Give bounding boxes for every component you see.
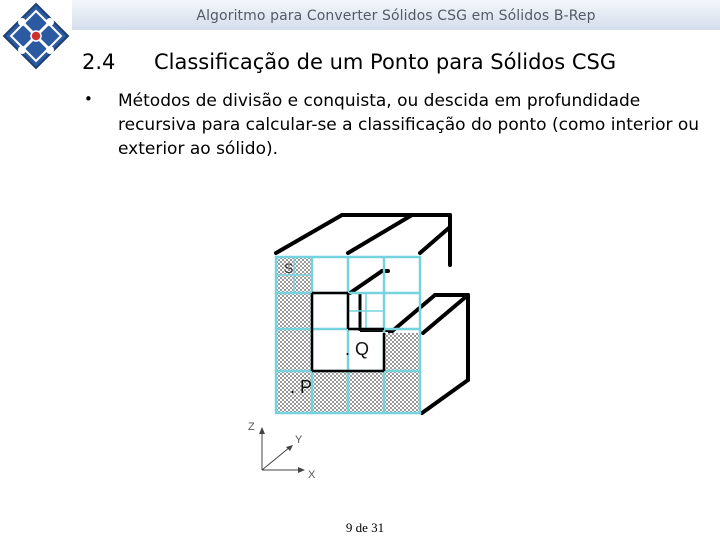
header-title: Algoritmo para Converter Sólidos CSG em Sólidos B-Rep [196, 8, 596, 24]
label-s: S [284, 260, 294, 276]
institution-logo [0, 0, 72, 72]
label-p: . P [290, 377, 313, 397]
axis-z-label: Z [248, 421, 255, 433]
bullet-marker: • [84, 90, 93, 108]
section-title: Classificação de um Ponto para Sólidos CSG [154, 50, 617, 74]
bullet-text: Métodos de divisão e conquista, ou descida em profundidade recursiva para calcular-se a classificação do ponto (como interior ou exterior ao sólido). [118, 91, 700, 159]
axis-x-label: X [308, 469, 316, 481]
section-number: 2.4 [82, 50, 116, 74]
axis-y-label: Y [295, 434, 303, 446]
csg-point-classification-figure [240, 205, 480, 495]
label-q: . Q [345, 339, 370, 359]
page-number: 9 de 31 [345, 520, 385, 535]
